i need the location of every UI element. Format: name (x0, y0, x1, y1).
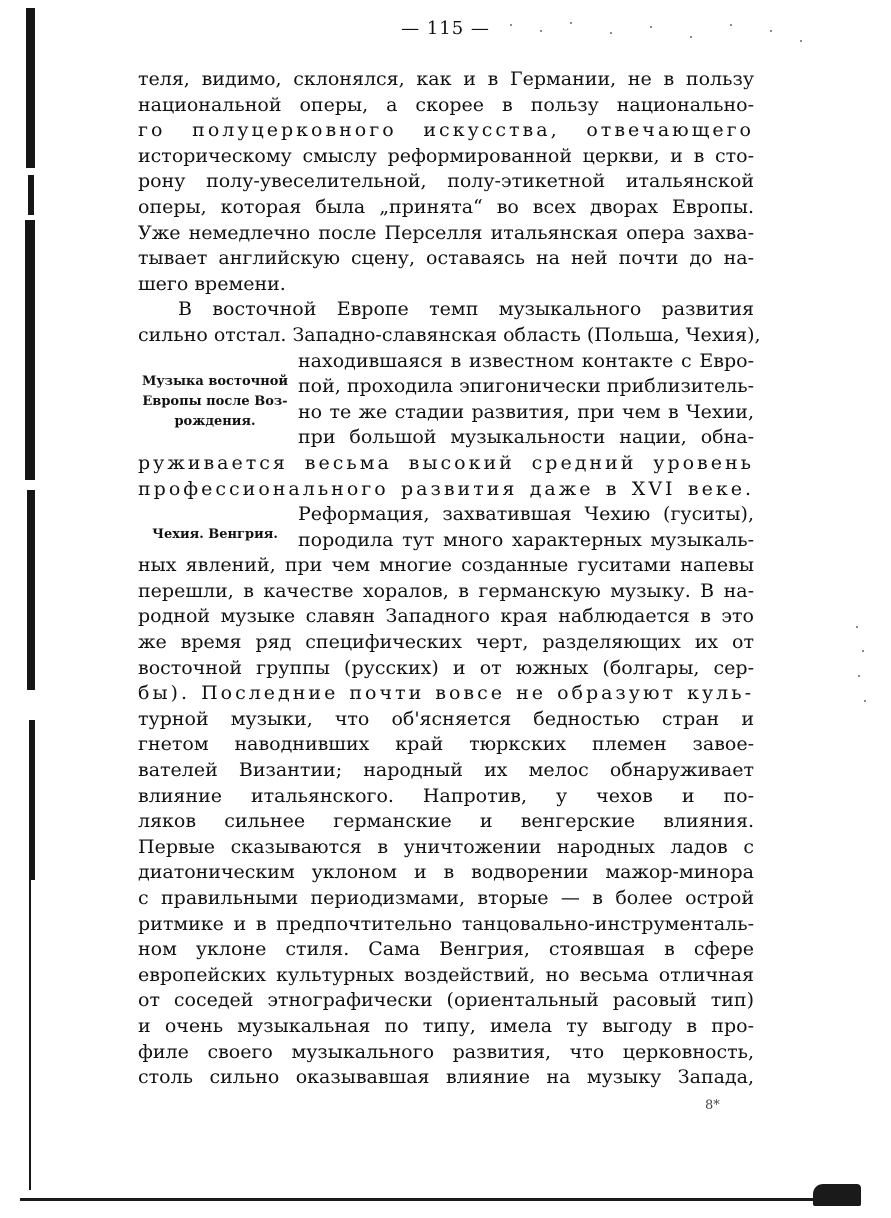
text-line: и очень музыкальная по типу, имела ту выгоду в про- (138, 1014, 754, 1037)
text-line: родной музыке славян Западного края наблюдается в это (138, 605, 754, 628)
text-line: влияние итальянского. Напротив, у чехов и по- (138, 784, 754, 807)
text-line: восточной группы (русских) и от южных (болгары, сер- (138, 656, 754, 679)
text-line: но те же стадии развития, при чем в Чехии, (298, 400, 754, 423)
text-line: ритмике и в предпочтительно танцовально-инструменталь- (138, 912, 754, 935)
text-line: столь сильно оказывавшая влияние на музыку Запада, (138, 1066, 754, 1089)
text-line: оперы, которая была „принята“ во всех дворах Европы. (138, 195, 754, 218)
page-number: — 115 — (401, 18, 490, 39)
sidenote-czech-hungary: Чехия. Венгрия. (152, 527, 278, 542)
text-line: при большой музыкальности нации, обна- (298, 426, 754, 449)
text-line: сильно отстал. Западно-славянская область (Польша, Чехия), (138, 323, 761, 346)
text-line: ных явлений, при чем многие созданные гуситами напевы (138, 554, 754, 577)
text-line: ном уклоне стиля. Сама Венгрия, стоявшая в сфере (138, 938, 754, 961)
text-line: историческому смыслу реформированной церкви, и в сто- (138, 144, 754, 167)
text-line: же время ряд специфических черт, разделяющих их от (138, 631, 754, 654)
text-line: В восточной Европе темп музыкального развития (178, 298, 754, 321)
text-line: тывает английскую сцену, оставаясь на ней почти до на- (138, 247, 754, 270)
text-line: бы). Последние почти вовсе не образуют куль- (138, 682, 754, 705)
body-text (138, 67, 761, 1091)
text-line: Первые сказываются в уничтожении народных ладов с (138, 835, 754, 858)
scan-noise-right (852, 620, 872, 720)
text-line: с правильными периодизмами, вторые — в более острой (138, 887, 754, 909)
text-line: европейских культурных воздействий, но весьма отличная (138, 963, 754, 986)
text-line: перешли, в качестве хоралов, в германскую музыку. В на- (138, 579, 754, 602)
text-line: филе своего музыкального развития, что церковность, (138, 1040, 754, 1063)
sidenote-line: рождения. (174, 414, 256, 429)
text-line: руживается весьма высокий средний уровень (138, 451, 754, 474)
text-line: профессионального развития даже в XVI веке. (138, 477, 754, 500)
text-line: ляков сильнее германские и венгерские влияния. (138, 810, 754, 833)
text-line: породила тут много характерных музыкаль- (298, 528, 754, 551)
text-line: вателей Византии; народный их мелос обнаруживает (138, 759, 754, 782)
sidenote-line: Европы после Воз- (142, 394, 288, 409)
text-line: Реформация, захватившая Чехию (гуситы), (298, 503, 754, 526)
text-line: го полуцерковного искусства, отвечающего (138, 119, 754, 142)
text-line: теля, видимо, склонялся, как и в Германии, не в пользу (138, 68, 754, 90)
text-line: национальной оперы, а скорее в пользу национально- (138, 93, 754, 116)
text-line: от соседей этнографически (ориентальный расовый тип) (138, 989, 754, 1012)
text-line: турной музыки, что об'ясняется бедностью стран и (138, 707, 754, 730)
text-line: находившаяся в известном контакте с Евро- (298, 349, 754, 372)
text-line: пой, проходила эпигонически приблизитель- (298, 375, 755, 398)
folio-mark: 8* (705, 1098, 720, 1113)
text-line: рону полу-увеселительной, полу-этикетной итальянской (138, 170, 754, 193)
scan-bottom-edge (20, 1194, 861, 1204)
text-line: диатоническим уклоном и в водворении мажор-минора (138, 861, 754, 884)
text-line: гнетом наводнивших край тюркских племен завое- (138, 733, 754, 756)
sidenote-line: Музыка восточной (141, 374, 289, 389)
scan-binding-edge (20, 0, 42, 1200)
text-line: шего времени. (138, 272, 286, 295)
text-line: Уже немедлечно после Перселля итальянская опера захва- (138, 221, 754, 244)
